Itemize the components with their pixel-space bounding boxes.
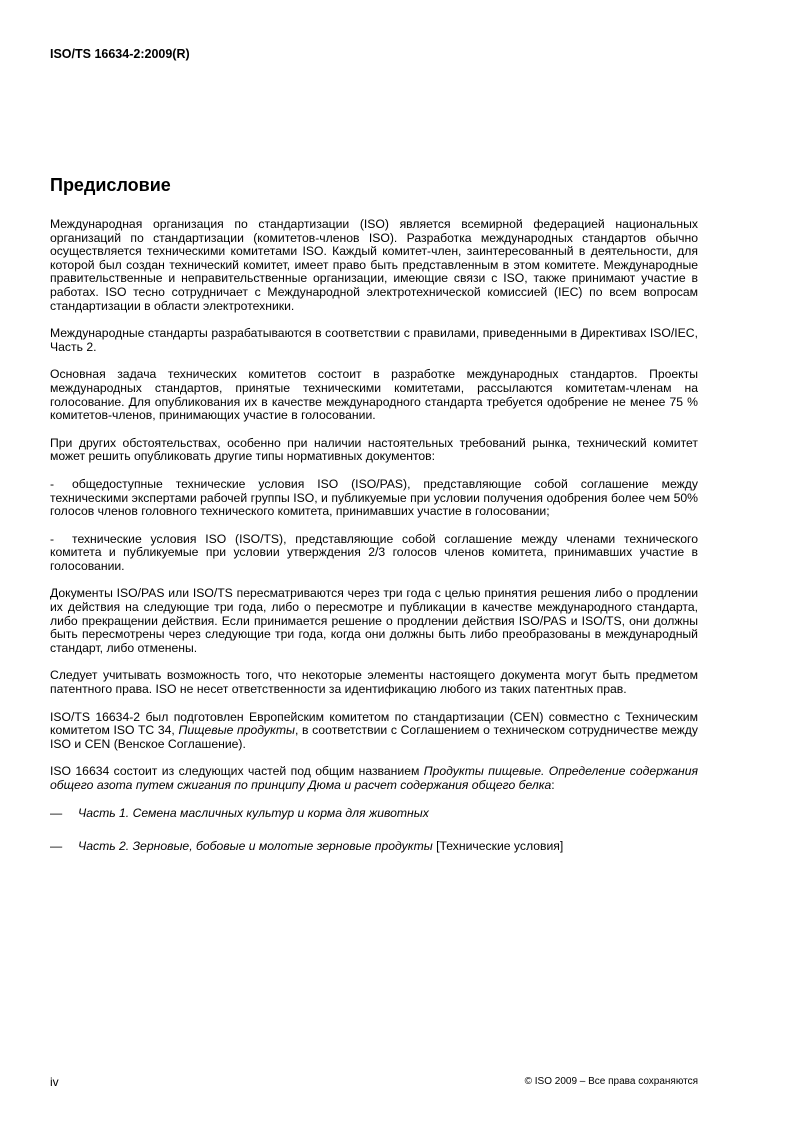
part-title: Часть 2. Зерновые, бобовые и молотые зерновые продукты (78, 839, 433, 854)
text-run: , в соответствии с Соглашением о техническом сотрудничестве между ISO и CEN (Венское Соглашение). (50, 723, 698, 751)
paragraph: Следует учитывать возможность того, что некоторые элементы настоящего документа могут быть предметом патентного права. ISO не несет ответственности за идентификацию любого из таких патентных прав. (50, 668, 698, 697)
part-note: [Технические условия] (432, 839, 564, 854)
text-run: ISO/TS 16634-2 был подготовлен Европейским комитетом по стандартизации (CEN) совместно с Техническим комитетом ISO TC 34, (50, 709, 698, 738)
list-item-text: общедоступные технические условия ISO (ISO/PAS), представляющие собой соглашение между техническими экспертами рабочей группы ISO, и публикуемые при условии получения одобрения более чем 50% голосов членов головного технического комитета, принимавших участие в голосовании; (50, 476, 698, 519)
text-run-italic: Продукты пищевые. Определение содержания общего азота путем сжигания по принципу Дюма и расчет содержания общего белка (50, 764, 698, 792)
paragraph (50, 765, 698, 792)
em-dash-marker: — (50, 839, 63, 854)
paragraph: Международная организация по стандартизации (ISO) является всемирной федерацией национальных организаций по стандартизации (комитетов-членов ISO). Разработка международных стандартов обычно осуществляется техническими комитетами ISO. Каждый комитет-член, заинтересованный в деятельности, для которой был создан технический комитет, имеет право быть представленным в этом комитете. Международные правительственные и неправительственные организации, имеющие связи с ISO, также принимают участие в работах. ISO тесно сотрудничает с Международной электротехнической комиссией (IEC) по всем вопросам стандартизации в области электротехники. (50, 217, 698, 313)
paragraph: Основная задача технических комитетов состоит в разработке международных стандартов. Проекты международных стандартов, принятые техническими комитетами, рассылаются комитетам-членам на голосование. Для опубликования их в качестве международного стандарта требуется одобрение не менее 75 % комитетов-членов, принимающих участие в голосовании. (50, 367, 698, 423)
page-number: iv (50, 1075, 59, 1089)
paragraph: Международные стандарты разрабатываются в соответствии с правилами, приведенными в Директивах ISO/IEC, Часть 2. (50, 326, 698, 354)
copyright-notice: © ISO 2009 – Все права сохраняются (524, 1076, 698, 1087)
list-item (50, 533, 698, 574)
em-dash-marker: — (50, 805, 63, 820)
paragraph (50, 711, 698, 752)
dash-marker: - (50, 531, 55, 546)
text-run: : (551, 778, 555, 792)
page-title: Предисловие (50, 175, 171, 195)
foreword-body (50, 218, 698, 874)
part-list-item (50, 807, 698, 821)
text-run: ISO 16634 состоит из следующих частей под общим названием (50, 764, 424, 779)
list-item (50, 478, 698, 519)
paragraph: Документы ISO/PAS или ISO/TS пересматриваются через три года с целью принятия решения либо о продлении их действия на следующие три года, либо о пересмотре и публикации в качестве международного стандарта, либо прекращении действия. Если принимается решение о продлении действия ISO/PAS и ISO/TS, они должны быть пересмотрены через следующие три года, когда они должны быть либо преобразованы в международный стандарт, либо отменены. (50, 586, 698, 655)
paragraph: При других обстоятельствах, особенно при наличии настоятельных требований рынка, технический комитет может решить опубликовать другие типы нормативных документов: (50, 435, 698, 464)
dash-marker: - (50, 476, 55, 491)
part-title: Часть 1. Семена масличных культур и корма для животных (78, 805, 429, 820)
document-id: ISO/TS 16634-2:2009(R) (50, 47, 190, 61)
list-item-text: технические условия ISO (ISO/TS), представляющие собой соглашение между членами технического комитета и публикуемые при условии утверждения 2/3 голосов членов комитета, принимавших участие в голосовании. (50, 531, 698, 573)
text-run-italic: Пищевые продукты (178, 723, 295, 738)
part-list-item (50, 840, 698, 854)
